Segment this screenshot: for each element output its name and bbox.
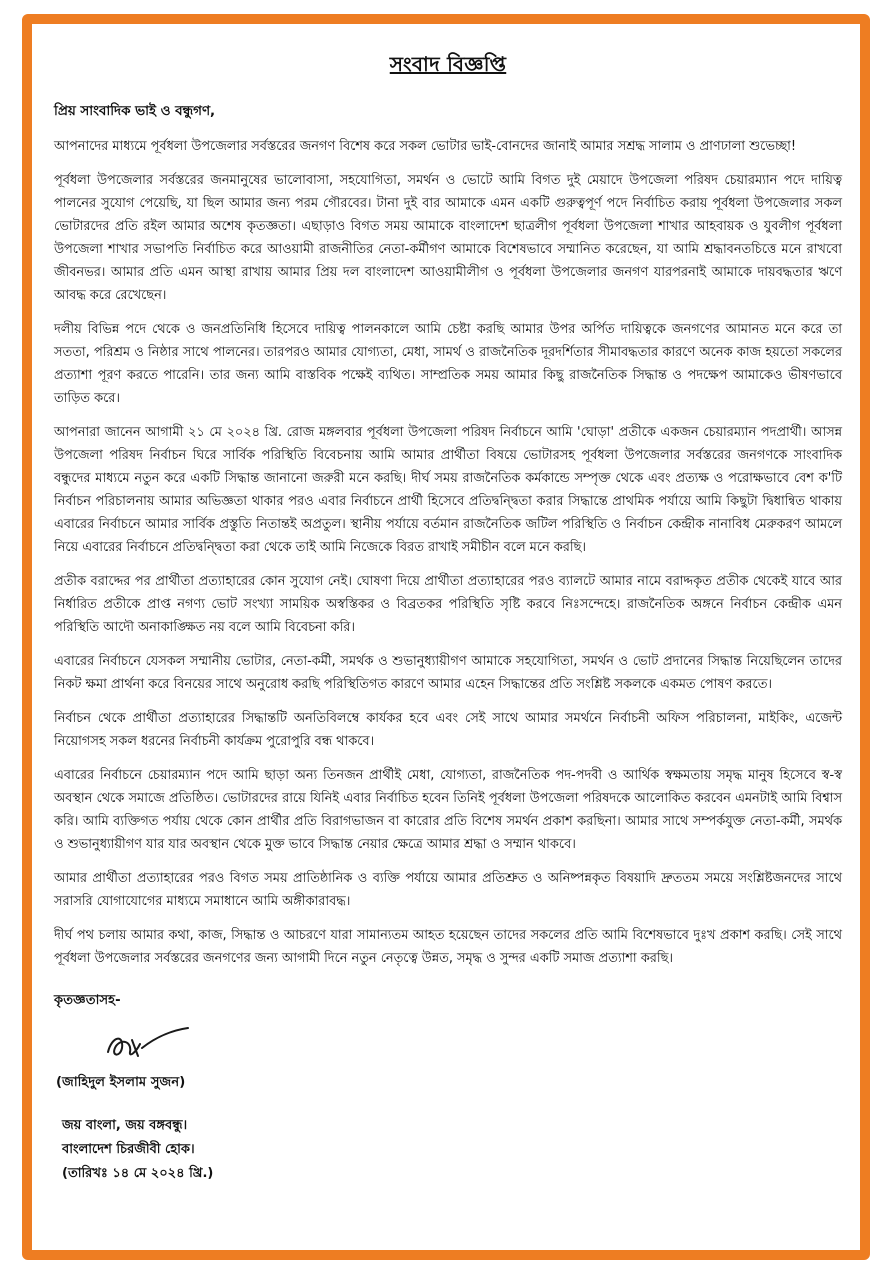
paragraph-3: দলীয় বিভিন্ন পদে থেকে ও জনপ্রতিনিধি হিসেবে দায়িত্ব পালনকালে আমি চেষ্টা করছি আমার উপর অর্পিত দায়িত্বকে জনগণের আমানত মনে করে তা সততা, পরিশ্রম ও নিষ্ঠার সাথে পালনের। তারপরও আমার যোগ্যতা, মেধা, সামর্থ ও রাজনৈতিক দূরদর্শিতার সীমাবদ্ধতার কারণে অনেক কাজ হয়তো সকলের প্রত্যাশা পূরণ করতে পারেনি। তার জন্য আমি বাস্তবিক পক্ষেই ব্যথিত। সাম্প্রতিক সময় আমার কিছু রাজনৈতিক সিদ্ধান্ত ও পদক্ষেপ আমাকেও ভীষণভাবে তাড়িত করে। <box>54 322 842 406</box>
paragraph-4: আপনারা জানেন আগামী ২১ মে ২০২৪ খ্রি. রোজ মঙ্গলবার পূর্বধলা উপজেলা পরিষদ নির্বাচনে আমি 'ঘোড়া' প্রতীকে একজন চেয়ারম্যান পদপ্রার্থী। আসন্ন উপজেলা পরিষদ নির্বাচন ঘিরে সার্বিক পরিস্থিতি বিবেচনায় আমি আমার প্রার্থীতা বিষয়ে ভোটারসহ পূর্বধলা উপজেলার সর্বস্তরের জনগণকে সাংবাদিক বন্ধুদের মাধ্যমে নতুন করে একটি সিদ্ধান্ত জানানো জরুরী মনে করছি। দীর্ঘ সময় রাজনৈতিক কর্মকান্ডে সম্পৃক্ত থেকে এবং প্রত্যক্ষ ও পরোক্ষভাবে বেশ ক'টি নির্বাচন পরিচালনায় আমার অভিজ্ঞতা থাকার পরও এবার নির্বাচনে প্রার্থী হিসেবে প্রতিদ্বন্দ্বিতা করার সিদ্ধান্তে প্রাথমিক পর্যায়ে আমি কিছুটা দ্বিধান্বিত থাকায় এবারের নির্বাচনে আমার সার্বিক প্রস্তুতি নিতান্তই অপ্রতুল। স্থানীয় পর্যায়ে বর্তমান রাজনৈতিক জটিল পরিস্থিতি ও নির্বাচন কেন্দ্রীক নানাবিধ মেরুকরণ আমলে নিয়ে এবারের নির্বাচনে প্রতিদ্বন্দ্বিতা করা থেকে তাই আমি নিজেকে বিরত রাখাই সমীচীন বলে মনে করছি। <box>54 425 842 555</box>
document-frame <box>22 14 870 1260</box>
document-body <box>54 44 842 1234</box>
slogan-1: জয় বাংলা, জয় বঙ্গবন্ধু। <box>62 1118 188 1133</box>
paragraph-6: এবারের নির্বাচনে যেসকল সম্মানীয় ভোটার, নেতা-কর্মী, সমর্থক ও শুভানুধ্যায়ীগণ আমাকে সহযোগিতা, সমর্থন ও ভোট প্রদানের সিদ্ধান্ত নিয়েছিলেন তাদের নিকট ক্ষমা প্রার্থনা করে বিনয়ের সাথে অনুরোধ করছি পরিস্থিতিগত কারণে আমার এহেন সিদ্ধান্তের প্রতি সংশ্লিষ্ট সকলকে একমত পোষণ করতে। <box>54 654 842 692</box>
paragraph-5: প্রতীক বরাদ্দের পর প্রার্থীতা প্রত্যাহারের কোন সুযোগ নেই। ঘোষণা দিয়ে প্রার্থীতা প্রত্যাহারের পরও ব্যালটে আমার নামে বরাদ্দকৃত প্রতীক থেকেই যাবে আর নির্ধারিত প্রতীকে প্রাপ্ত নগণ্য ভোট সংখ্যা সাময়িক অস্বস্তিকর ও বিব্রতকর পরিস্থিতি সৃষ্টি করবে নিঃসন্দেহে। রাজনৈতিক অঙ্গনে নির্বাচন কেন্দ্রীক এমন পরিস্থিতি আদৌ অনাকাঙ্ক্ষিত নয় বলে আমি বিবেচনা করি। <box>54 574 842 635</box>
signatory-name: (জাহিদুল ইসলাম সুজন) <box>56 1075 186 1090</box>
paragraph-7: নির্বাচন থেকে প্রার্থীতা প্রত্যাহারের সিদ্ধান্তটি অনতিবিলম্বে কার্যকর হবে এবং সেই সাথে আমার সমর্থনে নির্বাচনী অফিস পরিচালনা, মাইকিং, এজেন্ট নিয়োগসহ সকল ধরনের নির্বাচনী কার্যক্রম পুরোপুরি বন্ধ থাকবে। <box>54 711 842 749</box>
document-title: সংবাদ বিজ্ঞপ্তি <box>389 52 507 76</box>
paragraph-8: এবারের নির্বাচনে চেয়ারম্যান পদে আমি ছাড়া অন্য তিনজন প্রার্থীই মেধা, যোগ্যতা, রাজনৈতিক পদ-পদবী ও আর্থিক স্বক্ষমতায় সমৃদ্ধ মানুষ হিসেবে স্ব-স্ব অবস্থান থেকে সমাজে প্রতিষ্ঠিত। ভোটারদের রায়ে যিনিই এবার নির্বাচিত হবেন তিনিই পূর্বধলা উপজেলা পরিষদকে আলোকিত করবেন এমনটাই আমি বিশ্বাস করি। আমি ব্যক্তিগত পর্যায় থেকে কোন প্রার্থীর প্রতি বিরাগভাজন বা কারোর প্রতি বিশেষ সমর্থন প্রকাশ করছিনা। আমার সাথে সম্পর্কযুক্ত নেতা-কর্মী, সমর্থক ও শুভানুধ্যায়ীগণ যার যার অবস্থান থেকে মুক্ত ভাবে সিদ্ধান্ত নেয়ার ক্ষেত্রে আমার শ্রদ্ধা ও সম্মান থাকবে। <box>54 768 842 852</box>
date-line: (তারিখঃ ১৪ মে ২০২৪ খ্রি.) <box>62 1166 214 1181</box>
closing: কৃতজ্ঞতাসহ- <box>54 993 121 1008</box>
signature-icon <box>102 1022 192 1066</box>
paragraph-1: আপনাদের মাধ্যমে পূর্বধলা উপজেলার সর্বস্তরের জনগণ বিশেষ করে সকল ভোটার ভাই-বোনদের জানাই আমার সশ্রদ্ধ সালাম ও প্রাণঢালা শুভেচ্ছা! <box>54 139 797 154</box>
paragraph-10: দীর্ঘ পথ চলায় আমার কথা, কাজ, সিদ্ধান্ত ও আচরণে যারা সামান্যতম আহত হয়েছেন তাদের সকলের প্রতি আমি বিশেষভাবে দুঃখ প্রকাশ করছি। সেই সাথে পূর্বধলা উপজেলার সর্বস্তরের জনগণের জন্য আগামী দিনে নতুন নেতৃত্বে উন্নত, সমৃদ্ধ ও সুন্দর একটি সমাজ প্রত্যাশা করছি। <box>54 928 842 966</box>
slogan-2: বাংলাদেশ চিরজীবী হোক। <box>62 1142 195 1157</box>
paragraph-9: আমার প্রার্থীতা প্রত্যাহারের পরও বিগত সময় প্রাতিষ্ঠানিক ও ব্যক্তি পর্যায়ে আমার প্রতিশ্রুত ও অনিষ্পন্নকৃত বিষয়াদি দ্রুততম সময়ে সংশ্লিষ্টজনদের সাথে সরাসরি যোগাযোগের মাধ্যমে সমাধানে আমি অঙ্গীকারাবদ্ধ। <box>54 871 842 909</box>
paragraph-2: পূর্বধলা উপজেলার সর্বস্তরের জনমানুষের ভালোবাসা, সহযোগিতা, সমর্থন ও ভোটে আমি বিগত দুই মেয়াদে উপজেলা পরিষদ চেয়ারম্যান পদে দায়িত্ব পালনের সুযোগ পেয়েছি, যা ছিল আমার জন্য পরম গৌরবের। টানা দুই বার আমাকে এমন একটি গুরুত্বপূর্ণ পদে নির্বাচিত করায় পূর্বধলা উপজেলার সকল ভোটারদের প্রতি রইল আমার অশেষ কৃতজ্ঞতা। এছাড়াও বিগত সময় আমাকে বাংলাদেশ ছাত্রলীগ পূর্বধলা উপজেলা শাখার আহবায়ক ও যুবলীগ পূর্বধলা উপজেলা শাখার সভাপতি নির্বাচিত করে আওয়ামী রাজনীতির নেতা-কর্মীগণ আমাকে বিশেষভাবে সম্মানিত করেছেন, যা আমি শ্রদ্ধাবনতচিত্তে মনে রাখবো জীবনভর। আমার প্রতি এমন আস্থা রাখায় আমার প্রিয় দল বাংলাদেশ আওয়ামীলীগ ও পূর্বধলা উপজেলার জনগণ যারপরনাই আমাকে দায়বদ্ধতার ঋণে আবদ্ধ করে রেখেছেন। <box>54 173 842 303</box>
salutation: প্রিয় সাংবাদিক ভাই ও বন্ধুগণ, <box>54 104 216 119</box>
signature <box>102 1022 192 1066</box>
